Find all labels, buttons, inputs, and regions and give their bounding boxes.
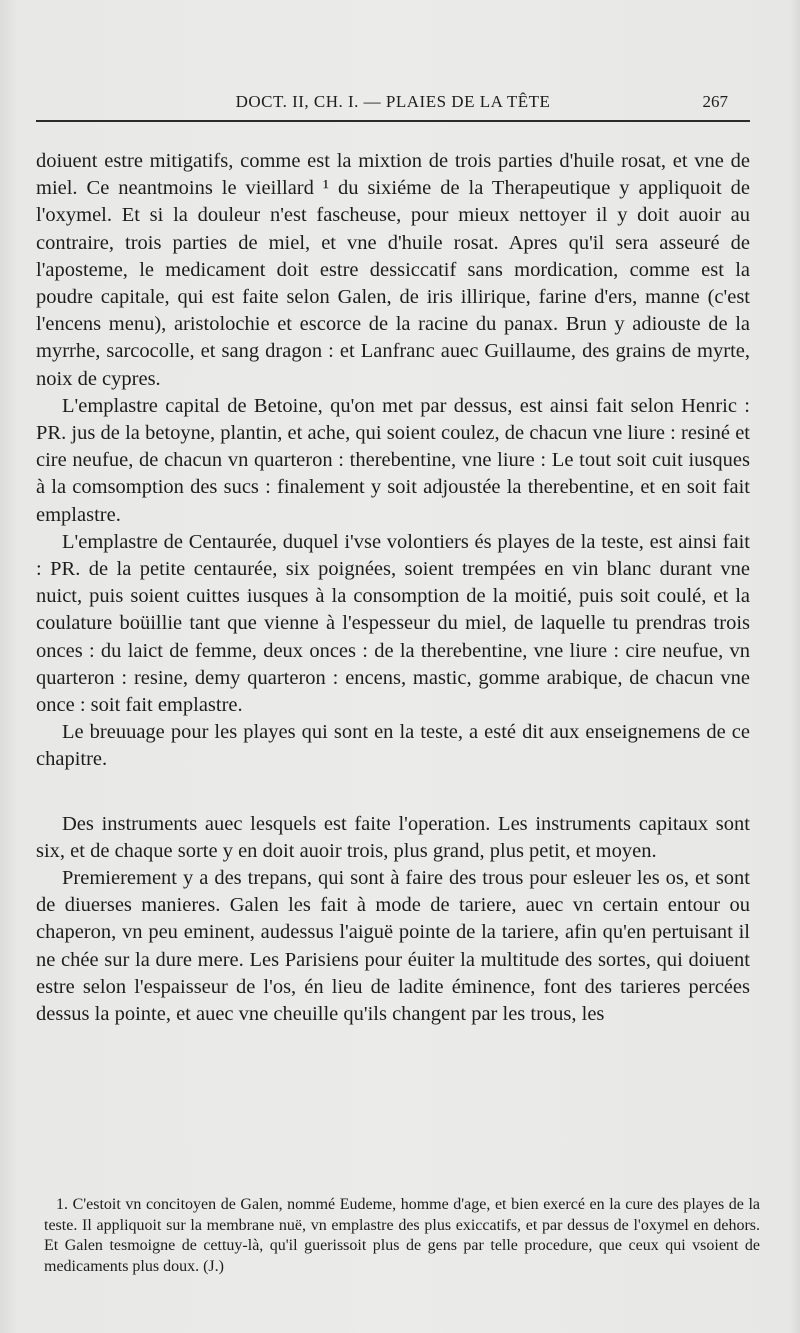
footnotes: [44, 1195, 760, 1277]
paragraph-1: doiuent estre mitigatifs, comme est la mixtion de trois parties d'huile rosat, et vne de miel. Ce neantmoins le vieillard ¹ du sixiéme de la Therapeutique y appliquoit de l'oxymel. Et si la douleur n'est fascheuse, pour mieux nettoyer il y doit auoir au contraire, trois parties de miel, et vne d'huile rosat. Apres qu'il sera asseuré de l'aposteme, le medicament doit estre dessiccatif sans mordication, comme est la poudre capitale, qui est faite selon Galen, de iris illirique, farine d'ers, manne (c'est l'encens menu), aristolochie et escorce de la racine du panax. Brun y adiouste de la myrrhe, sarcocolle, et sang dragon : et Lanfranc auec Guillaume, des grains de myrte, noix de cypres.: [36, 150, 750, 390]
page-number: 267: [702, 92, 728, 111]
running-head: DOCT. II, CH. I. — PLAIES DE LA TÊTE: [235, 92, 551, 111]
paragraph-3: L'emplastre de Centaurée, duquel i'vse volontiers és playes de la teste, est ainsi fait : PR. de la petite centaurée, six poignées, soient trempées en vin blanc durant vne nuict, puis soient cuittes iusques à la consomption de la moitié, puis soit coulé, et la coulature boüillie tant que vienne à l'espesseur du miel, de laquelle tu prendras trois onces : du laict de femme, deux onces : de la therebentine, vne liure : cire neufue, vn quarteron : resine, demy quarteron : encens, mastic, gomme arabique, de chacun vne once : soit fait emplastre.: [36, 530, 750, 717]
paragraph-5: Des instruments auec lesquels est faite l'operation. Les instruments capitaux sont six, et de chaque sorte y en doit auoir trois, plus grand, plus petit, et moyen.: [36, 812, 750, 862]
page-header: [36, 90, 750, 122]
paragraph-4: Le breuuage pour les playes qui sont en la teste, a esté dit aux enseignemens de ce chapitre.: [36, 721, 750, 771]
body-text: [36, 148, 750, 1028]
footnote-1: 1. C'estoit vn concitoyen de Galen, nommé Eudeme, homme d'age, et bien exercé en la cure des playes de la teste. Il appliquoit sur la membrane nuë, vn emplastre des plus exiccatifs, et par dessus de l'oxymel en dehors. Et Galen tesmoigne de cettuy-là, qu'il guerissoit plus de gens par telle procedure, que ceux qui vsoient de medicaments plus doux. (J.): [44, 1196, 760, 1275]
paragraph-6: Premierement y a des trepans, qui sont à faire des trous pour esleuer les os, et sont de diuerses manieres. Galen les fait à mode de tariere, auec vn certain entour ou chaperon, vn peu eminent, audessus l'aiguë pointe de la tariere, afin qu'en pertuisant il ne chée sur la dure mere. Les Parisiens pour éuiter la multitude des sortes, qui doiuent estre selon l'espaisseur de l'os, én lieu de ladite éminence, font des tarieres percées dessus la pointe, et auec vne cheuille qu'ils changent par les trous, les: [36, 867, 750, 1026]
paragraph-2: L'emplastre capital de Betoine, qu'on met par dessus, est ainsi fait selon Henric : PR. jus de la betoyne, plantin, et ache, qui soient coulez, de chacun vne liure : resiné et cire neufue, de chacun vn quarteron : therebentine, vne liure : Le tout soit cuit iusques à la comsomption des sucs : finalement y soit adjoustée la therebentine, et en soit fait emplastre.: [36, 394, 750, 526]
